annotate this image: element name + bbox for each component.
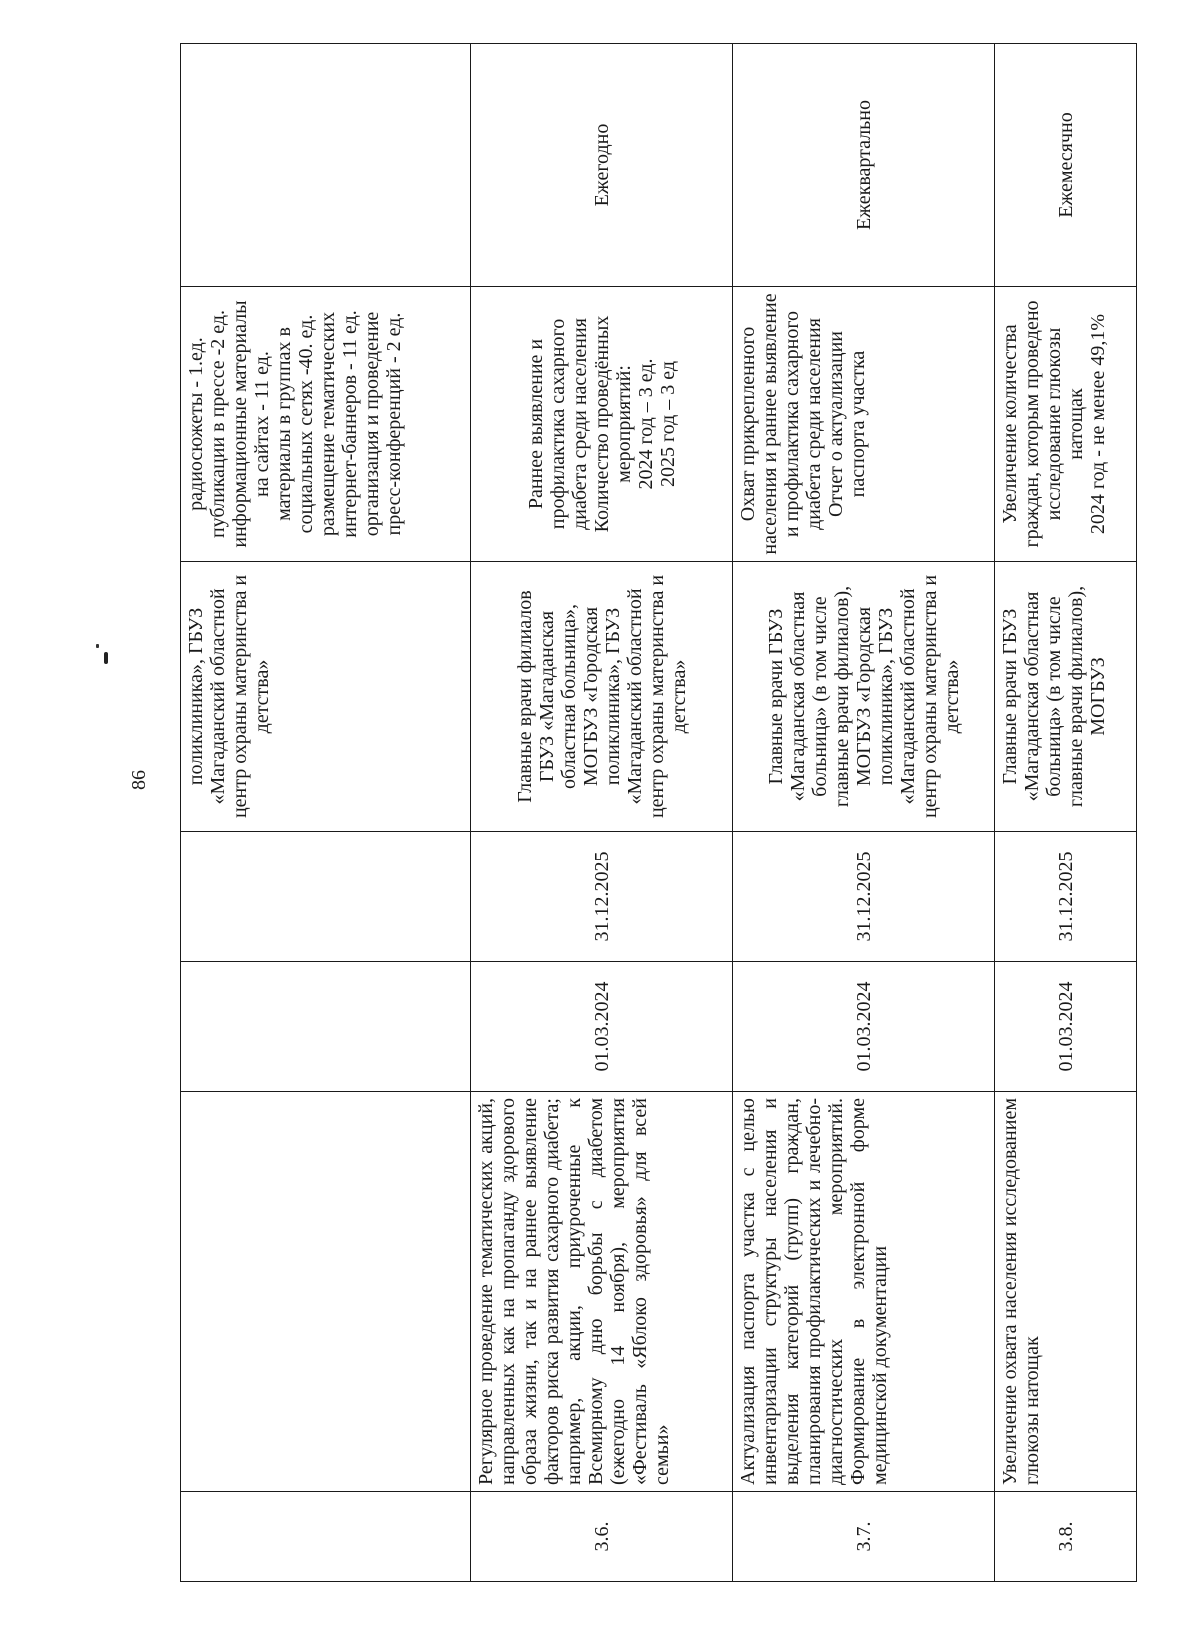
responsible-executors: Главные врачи филиалов ГБУЗ «Магаданская областная больница», МОГБУЗ «Городская поликлиника», ГБУЗ «Магаданский областной центр охраны материнства и детства» [471, 562, 733, 832]
table-row [733, 44, 995, 1582]
start-date: 01.03.2024 [995, 962, 1137, 1092]
frequency [181, 44, 471, 287]
activity-description [181, 1092, 471, 1492]
row-number: 3.8. [995, 1492, 1137, 1582]
table-row [181, 44, 471, 1582]
table-row [471, 44, 733, 1582]
end-date: 31.12.2025 [995, 832, 1137, 962]
scan-speck [96, 644, 99, 648]
frequency: Ежеквартально [733, 44, 995, 287]
end-date: 31.12.2025 [733, 832, 995, 962]
activities-table [180, 43, 1137, 1582]
start-date [181, 962, 471, 1092]
rotated-table-container [180, 44, 1136, 1582]
start-date: 01.03.2024 [733, 962, 995, 1092]
row-number: 3.6. [471, 1492, 733, 1582]
responsible-executors: поликлиника», ГБУЗ «Магаданский областной центр охраны материнства и детства» [181, 562, 471, 832]
activity-description: Актуализация паспорта участка с целью инвентаризации структуры населения и выделения категорий (групп) граждан, планирования профилактических и лечебно-диагностических мероприятий. Формирование в электронной форме медицинской документации [733, 1092, 995, 1492]
responsible-executors: Главные врачи ГБУЗ «Магаданская областная больница» (в том числе главные врачи филиалов), МОГБУЗ «Городская поликлиника», ГБУЗ «Магаданский областной центр охраны материнства и детства» [733, 562, 995, 832]
scan-speck [104, 652, 108, 664]
responsible-executors: Главные врачи ГБУЗ «Магаданская областная больница» (в том числе главные врачи филиалов), МОГБУЗ [995, 562, 1137, 832]
row-number: 3.7. [733, 1492, 995, 1582]
table-row [995, 44, 1137, 1582]
expected-result: радиосюжеты - 1.ед. публикации в прессе -2 ед. информационные материалы на сайтах - 11 ед. материалы в группах в социальных сетях -40. ед. размещение тематических интернет-баннеров - 11 ед. организация и проведение пресс-конференций - 2 ед. [181, 287, 471, 562]
end-date: 31.12.2025 [471, 832, 733, 962]
page-number: 86 [128, 770, 150, 790]
frequency: Ежемесячно [995, 44, 1137, 287]
start-date: 01.03.2024 [471, 962, 733, 1092]
expected-result: Охват прикрепленного населения и раннее выявление и профилактика сахарного диабета среди населения Отчет о актуализации паспорта участка [733, 287, 995, 562]
row-number [181, 1492, 471, 1582]
activity-description: Увеличение охвата населения исследованием глюкозы натощак [995, 1092, 1137, 1492]
activity-description: Регулярное проведение тематических акций, направленных как на пропаганду здорового образа жизни, так и на раннее выявление факторов риска развития сахарного диабета; например, акции, приуроченные к Всемирному дню борьбы с диабетом (ежегодно 14 ноября), мероприятия «Фестиваль «Яблоко здоровья» для всей семьи» [471, 1092, 733, 1492]
frequency: Ежегодно [471, 44, 733, 287]
expected-result: Увеличение количества граждан, которым проведено исследование глюкозы натощак 2024 год - не менее 49,1% [995, 287, 1137, 562]
end-date [181, 832, 471, 962]
expected-result: Раннее выявление и профилактика сахарного диабета среди населения Количество проведённых мероприятий: 2024 год – 3 ед. 2025 год – 3 ед [471, 287, 733, 562]
